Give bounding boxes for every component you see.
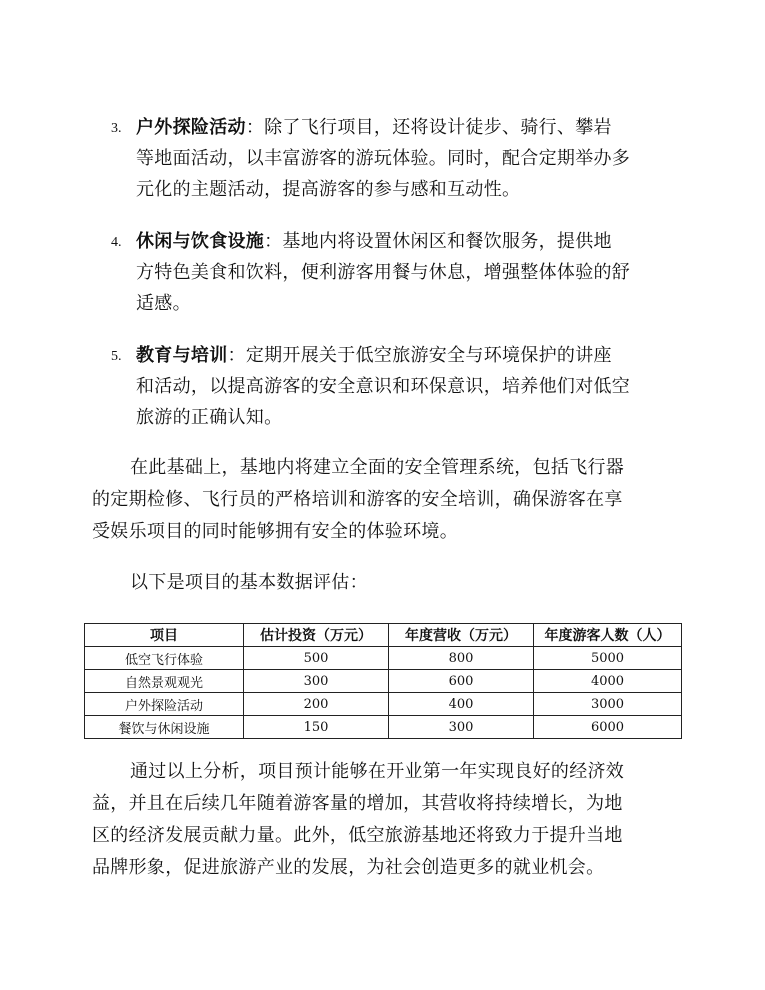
list-number: 4. [111, 235, 122, 250]
text-line: 和活动，以提高游客的安全意识和环保意识，培养他们对低空 [136, 376, 631, 397]
table-cell: 300 [389, 716, 534, 739]
table-row [85, 716, 682, 739]
text-line: 品牌形象，促进旅游产业的发展，为社会创造更多的就业机会。 [92, 857, 605, 878]
text-line: 在此基础上，基地内将建立全面的安全管理系统，包括飞行器 [130, 457, 625, 478]
table-cell: 餐饮与休闲设施 [85, 716, 244, 739]
title-colon: ： [264, 231, 283, 252]
table-intro-paragraph [92, 567, 682, 599]
text-line: 以下是项目的基本数据评估： [130, 572, 368, 593]
text-line: 受娱乐项目的同时能够拥有安全的体验环境。 [92, 521, 458, 542]
text-line: 区的经济发展贡献力量。此外，低空旅游基地还将致力于提升当地 [92, 825, 623, 846]
table-cell: 400 [389, 693, 534, 716]
text-line: 元化的主题活动，提高游客的参与感和互动性。 [136, 179, 521, 200]
text-line: 益，并且在后续几年随着游客量的增加，其营收将持续增长，为地 [92, 793, 623, 814]
text-line: 定期开展关于低空旅游安全与环境保护的讲座 [245, 345, 612, 366]
text-line: 方特色美食和饮料，便利游客用餐与休息，增强整体体验的舒 [136, 262, 631, 283]
table-cell: 150 [244, 716, 389, 739]
table-header-row [85, 624, 682, 647]
column-header: 估计投资（万元） [244, 624, 389, 647]
column-header: 年度游客人数（人） [534, 624, 682, 647]
table-cell: 低空飞行体验 [85, 647, 244, 670]
title-colon: ： [245, 117, 265, 138]
text-line: 旅游的正确认知。 [136, 407, 283, 428]
table-cell: 4000 [534, 670, 682, 693]
table-cell: 户外探险活动 [85, 693, 244, 716]
text-line: 等地面活动，以丰富游客的游玩体验。同时，配合定期举办多 [136, 148, 631, 169]
data-table [84, 623, 682, 739]
text-line: 适感。 [136, 293, 191, 314]
list-number: 5. [111, 349, 122, 364]
conclusion-paragraph [92, 756, 682, 884]
table-cell: 5000 [534, 647, 682, 670]
table-cell: 自然景观观光 [85, 670, 244, 693]
column-header: 项目 [85, 624, 244, 647]
table-cell: 300 [244, 670, 389, 693]
text-line: 除了飞行项目，还将设计徒步、骑行、攀岩 [264, 117, 612, 138]
list-text [136, 340, 696, 433]
text-line: 基地内将设置休闲区和餐饮服务，提供地 [282, 231, 612, 252]
table-cell: 200 [244, 693, 389, 716]
list-text [136, 112, 696, 205]
list-text [136, 226, 696, 319]
table-row [85, 647, 682, 670]
table-row [85, 693, 682, 716]
list-item-title: 户外探险活动 [136, 117, 246, 138]
table-cell: 500 [244, 647, 389, 670]
table-row [85, 670, 682, 693]
title-colon: ： [227, 345, 246, 366]
text-line: 通过以上分析，项目预计能够在开业第一年实现良好的经济效 [130, 761, 625, 782]
table-cell: 800 [389, 647, 534, 670]
table-cell: 3000 [534, 693, 682, 716]
table-cell: 6000 [534, 716, 682, 739]
safety-paragraph [92, 452, 682, 548]
list-number: 3. [111, 121, 122, 136]
text-line: 的定期检修、飞行员的严格培训和游客的安全培训，确保游客在享 [92, 489, 623, 510]
list-item-title: 休闲与饮食设施 [136, 231, 265, 252]
column-header: 年度营收（万元） [389, 624, 534, 647]
table-cell: 600 [389, 670, 534, 693]
list-item-title: 教育与培训 [136, 345, 228, 366]
